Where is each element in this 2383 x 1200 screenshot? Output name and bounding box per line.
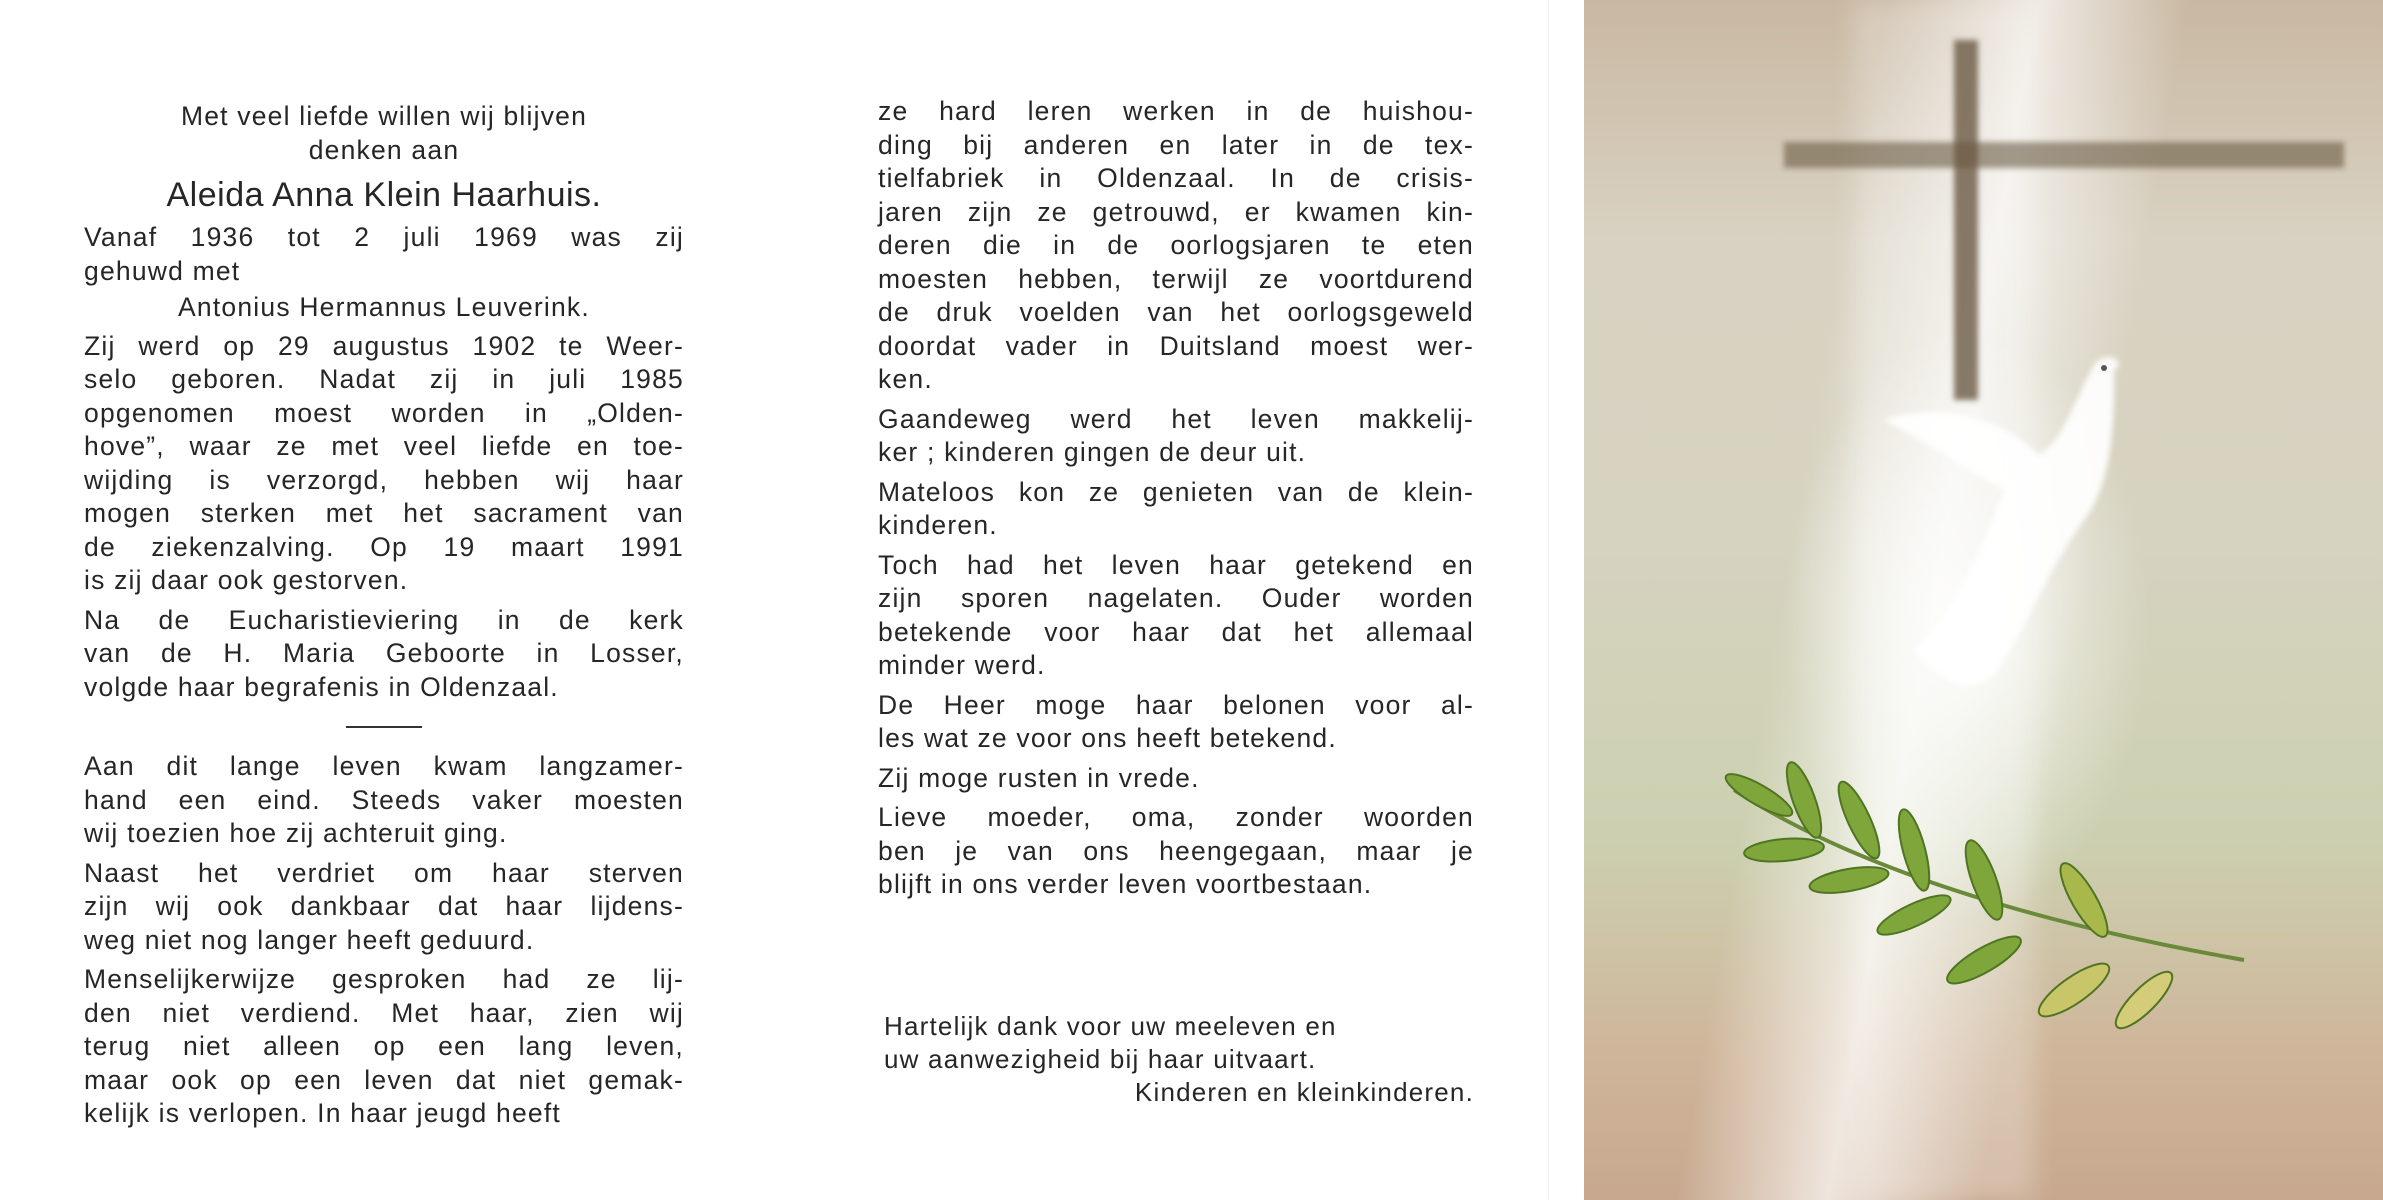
signature: Kinderen en kleinkinderen. bbox=[1134, 1077, 1474, 1107]
text-line: hand een eind. Steeds vaker moesten bbox=[84, 784, 684, 815]
paragraph bbox=[84, 963, 684, 1131]
text-line: Zij werd op 29 augustus 1902 te Weer- bbox=[84, 330, 684, 361]
intro-line: Met veel liefde willen wij blijven bbox=[180, 101, 588, 131]
text-line: jaren zijn ze getrouwd, er kwamen kin- bbox=[878, 196, 1474, 227]
paragraph bbox=[84, 750, 684, 851]
text-line: zijn wij ook dankbaar dat haar lijdens- bbox=[84, 891, 684, 921]
paragraph bbox=[878, 689, 1474, 756]
middle-paragraphs bbox=[878, 95, 1474, 902]
thanks-line: uw aanwezigheid bij haar uitvaart. bbox=[884, 1044, 1317, 1074]
text-line: tielfabriek in Oldenzaal. In de crisis- bbox=[878, 163, 1474, 193]
text-line: opgenomen moest worden in „Olden- bbox=[84, 397, 684, 428]
text-line: ben je van ons heengegaan, maar je bbox=[878, 835, 1474, 866]
text-line: terug niet alleen op een lang leven, bbox=[84, 1031, 684, 1061]
text-line: moesten hebben, terwijl ze voortdurend bbox=[878, 263, 1474, 294]
text-line: den niet verdiend. Met haar, zien wij bbox=[84, 997, 684, 1028]
text-line: ker ; kinderen gingen de deur uit. bbox=[878, 437, 1307, 467]
text-line: selo geboren. Nadat zij in juli 1985 bbox=[84, 364, 684, 394]
text-line: ze hard leren werken in de huishou- bbox=[878, 96, 1474, 126]
text-line: kelijk is verlopen. In haar jeugd heeft bbox=[84, 1098, 561, 1128]
text-line: zijn sporen nagelaten. Ouder worden bbox=[878, 583, 1474, 613]
reflection-paragraphs bbox=[84, 750, 684, 1131]
text-line: hove”, waar ze met veel liefde en toe- bbox=[84, 431, 684, 461]
text-line: mogen sterken met het sacrament van bbox=[84, 498, 684, 528]
paragraph bbox=[878, 476, 1474, 543]
paragraph bbox=[878, 95, 1474, 397]
text-line: blijft in ons verder leven voortbestaan. bbox=[878, 869, 1373, 899]
middle-column bbox=[878, 95, 1474, 904]
paragraph bbox=[878, 403, 1474, 470]
text-line: Naast het verdriet om haar sterven bbox=[84, 857, 684, 888]
text-line: de druk voelden van het oorlogsgeweld bbox=[878, 297, 1474, 327]
text-line: volgde haar begrafenis in Oldenzaal. bbox=[84, 671, 559, 702]
text-line: Vanaf 1936 tot 2 juli 1969 was zij bbox=[84, 222, 684, 252]
text-line: Mateloos kon ze genieten van de klein- bbox=[878, 476, 1474, 507]
text-line: is zij daar ook gestorven. bbox=[84, 565, 409, 595]
text-line: De Heer moge haar belonen voor al- bbox=[878, 689, 1474, 720]
artwork-svg bbox=[1584, 0, 2383, 1200]
biography-paragraphs bbox=[84, 330, 684, 705]
text-line: ding bij anderen en later in de tex- bbox=[878, 129, 1474, 160]
text-line: Aan dit lange leven kwam langzamer- bbox=[84, 751, 684, 781]
text-line: minder werd. bbox=[878, 650, 1046, 680]
married-paragraph bbox=[84, 221, 684, 288]
paragraph bbox=[878, 801, 1474, 902]
text-line: weg niet nog langer heeft geduurd. bbox=[84, 924, 535, 955]
text-line: gehuwd met bbox=[84, 255, 241, 286]
text-line: Toch had het leven haar getekend en bbox=[878, 549, 1474, 580]
spouse-name: Antonius Hermannus Leuverink. bbox=[178, 292, 590, 322]
text-line: betekende voor haar dat het allemaal bbox=[878, 616, 1474, 647]
text-line: Menselijkerwijze gesproken had ze lij- bbox=[84, 964, 684, 994]
text-line: doordat vader in Duitsland moest wer- bbox=[878, 330, 1474, 361]
thanks-line: Hartelijk dank voor uw meeleven en bbox=[884, 1011, 1337, 1041]
text-line: Gaandeweg werd het leven makkelij- bbox=[878, 403, 1474, 434]
text-line: kinderen. bbox=[878, 510, 998, 540]
text-line: van de H. Maria Geboorte in Losser, bbox=[84, 638, 684, 668]
text-line: deren die in de oorlogsjaren te eten bbox=[878, 230, 1474, 260]
paragraph bbox=[878, 762, 1474, 796]
text-line: ken. bbox=[878, 364, 933, 394]
text-line: de ziekenzalving. Op 19 maart 1991 bbox=[84, 531, 684, 562]
devotional-artwork bbox=[1584, 0, 2383, 1200]
text-line: maar ook op een leven dat niet gemak- bbox=[84, 1064, 684, 1095]
text-line: wijding is verzorgd, hebben wij haar bbox=[84, 464, 684, 495]
paragraph bbox=[84, 857, 684, 958]
paragraph bbox=[878, 549, 1474, 683]
thanks-block bbox=[884, 1010, 1474, 1109]
divider bbox=[346, 726, 422, 728]
deceased-name: Aleida Anna Klein Haarhuis. bbox=[166, 176, 602, 214]
paragraph bbox=[84, 330, 684, 598]
text-line: Zij moge rusten in vrede. bbox=[878, 762, 1200, 793]
paragraph bbox=[84, 604, 684, 705]
text-line: wij toezien hoe zij achteruit ging. bbox=[84, 818, 508, 848]
text-line: Lieve moeder, oma, zonder woorden bbox=[878, 802, 1474, 832]
intro-line: denken aan bbox=[308, 134, 460, 165]
text-line: Na de Eucharistieviering in de kerk bbox=[84, 604, 684, 635]
left-column bbox=[84, 100, 684, 1133]
fold-line bbox=[1548, 0, 1549, 1200]
text-line: les wat ze voor ons heeft betekend. bbox=[878, 723, 1337, 753]
